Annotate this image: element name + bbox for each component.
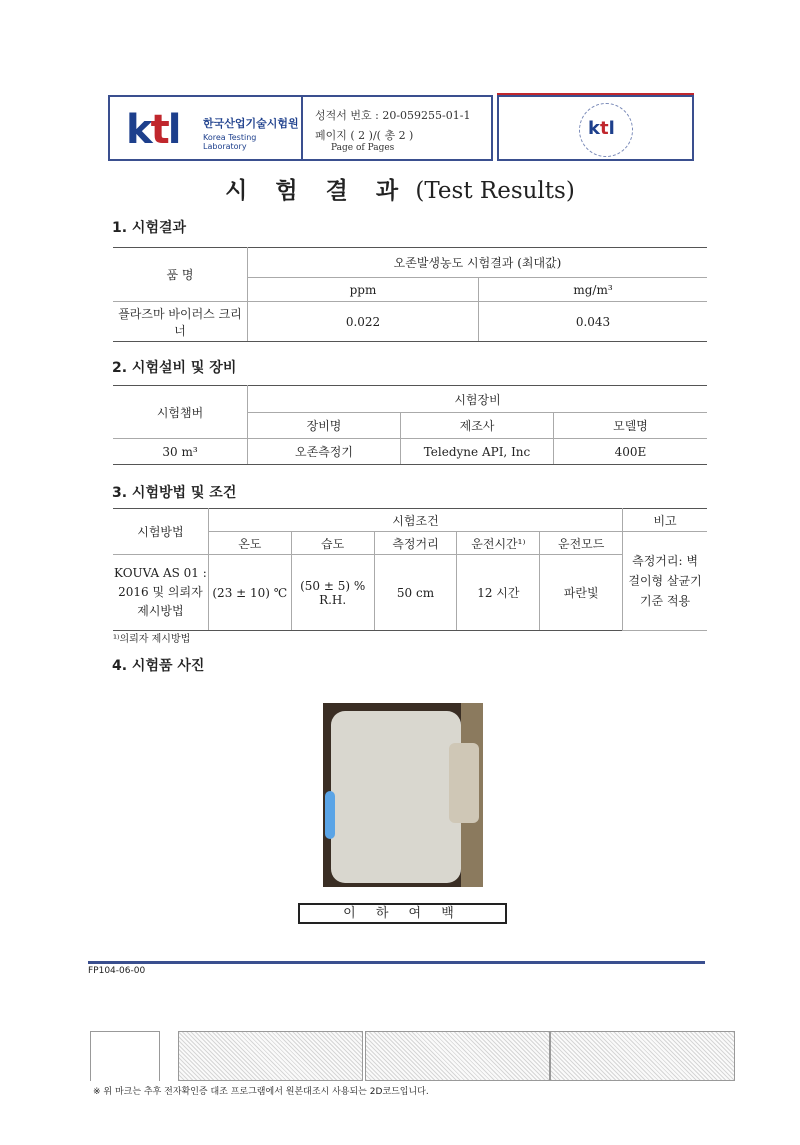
report-header xyxy=(108,95,694,165)
conditions-header: 시험조건 xyxy=(208,509,622,532)
org-name-ko: 한국산업기술시험원 xyxy=(203,117,299,130)
col-mode: 운전모드 xyxy=(540,532,623,555)
2d-code-3 xyxy=(550,1031,735,1081)
col-humidity: 습도 xyxy=(291,532,374,555)
equipment-model: 400E xyxy=(554,439,708,465)
2d-code-1 xyxy=(178,1031,363,1081)
results-table xyxy=(113,247,707,342)
2d-code-2 xyxy=(365,1031,550,1081)
unit-ppm: ppm xyxy=(248,278,479,302)
chamber-header: 시험챔버 xyxy=(113,386,248,439)
sample-photo xyxy=(323,703,483,887)
seal-box xyxy=(497,95,694,161)
col-operating-time: 운전시간¹⁾ xyxy=(457,532,540,555)
footer-note: ※ 위 마크는 추후 전자확인증 대조 프로그램에서 원본대조시 사용되는 2D코드입니다. xyxy=(93,1087,429,1097)
value-ppm: 0.022 xyxy=(248,302,479,342)
section1-heading: 1. 시험결과 xyxy=(112,220,187,236)
org-name-en: Korea Testing Laboratory xyxy=(203,133,257,151)
col-model: 모델명 xyxy=(554,413,708,439)
remark: 측정거리: 벽걸이형 살균기 기준 적용 xyxy=(623,532,707,631)
section2-heading: 2. 시험설비 및 장비 xyxy=(112,360,237,376)
result-header: 오존발생농도 시험결과 (최대값) xyxy=(248,248,708,278)
operating-time: 12 시간 xyxy=(457,555,540,631)
conditions-table xyxy=(113,508,707,631)
ktl-seal-icon: ktl xyxy=(579,103,633,157)
col-distance: 측정거리 xyxy=(374,532,457,555)
col-equipment-name: 장비명 xyxy=(248,413,401,439)
operating-mode: 파란빛 xyxy=(540,555,623,631)
col-temperature: 온도 xyxy=(208,532,291,555)
footnote: ¹⁾의뢰자 제시방법 xyxy=(113,634,191,645)
remark-header: 비고 xyxy=(623,509,707,532)
equipment-table xyxy=(113,385,707,465)
item-header: 품 명 xyxy=(113,248,248,302)
equipment-maker: Teledyne API, Inc xyxy=(401,439,554,465)
page-title: 시 험 결 과 (Test Results) xyxy=(225,177,575,204)
logo-box xyxy=(108,95,303,161)
col-maker: 제조사 xyxy=(401,413,554,439)
section4-heading: 4. 시험품 사진 xyxy=(112,658,205,674)
value-mgm3: 0.043 xyxy=(479,302,708,342)
item-name: 플라즈마 바이러스 크리너 xyxy=(113,302,248,342)
section3-heading: 3. 시험방법 및 조건 xyxy=(112,485,237,501)
page-number-en: Page of Pages xyxy=(331,143,395,153)
humidity: (50 ± 5) % R.H. xyxy=(291,555,374,631)
report-info-box xyxy=(303,95,493,161)
distance: 50 cm xyxy=(374,555,457,631)
stamp-box xyxy=(90,1031,160,1081)
footer-rule xyxy=(88,961,705,964)
chamber-volume: 30 m³ xyxy=(113,439,248,465)
method-header: 시험방법 xyxy=(113,509,208,555)
form-number: FP104-06-00 xyxy=(88,966,146,976)
equipment-header: 시험장비 xyxy=(248,386,708,413)
equipment-name: 오존측정기 xyxy=(248,439,401,465)
temperature: (23 ± 10) ℃ xyxy=(208,555,291,631)
page-number: 페이지 ( 2 )/( 총 2 ) xyxy=(315,129,414,142)
test-method: KOUVA AS 01 : 2016 및 의뢰자 제시방법 xyxy=(113,555,208,631)
report-number: 성적서 번호 : 20-059255-01-1 xyxy=(315,109,471,122)
end-of-document-box: 이 하 여 백 xyxy=(298,903,507,924)
unit-mgm3: mg/m³ xyxy=(479,278,708,302)
ktl-logo: ktl xyxy=(126,107,180,153)
